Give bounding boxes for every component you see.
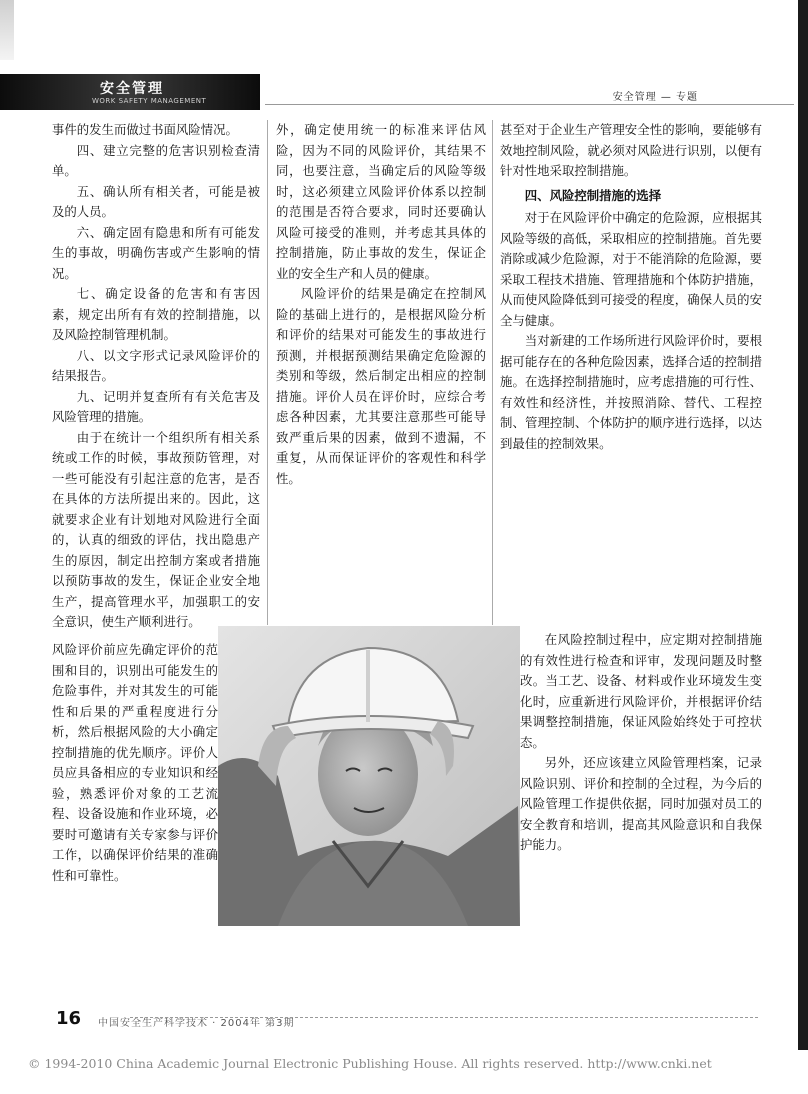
paragraph: 事件的发生而做过书面风险情况。 — [52, 122, 238, 137]
text-column-3 — [500, 120, 762, 630]
page-edge-bar — [798, 0, 808, 1050]
paragraph: 外，确定使用统一的标准来评估风险，因为不同的风险评价，其结果不同，也要注意，当确定后的风险等级时，这必须建立风险评价体系以控制的范围是否符合要求，同时还要确认风险可接受的准则，并考虑其具体的控制措施，防止事故的发生，保证企业的安全生产和人员的健康。 — [276, 122, 486, 281]
photo-illustration — [218, 626, 520, 926]
paragraph: 五、确认所有相关者，可能是被及的人员。 — [52, 183, 260, 219]
paragraph: 在风险控制过程中，应定期对控制措施的有效性进行检查和评审，发现问题及时整改。当工艺、设备、材料或作业环境发生变化时，应重新进行风险评价，并根据评价结果调整控制措施，保证风险始终处于可控状态。 — [520, 632, 762, 750]
footer-rule — [130, 1017, 758, 1018]
section-title: 安全管理 — [100, 81, 164, 97]
paragraph: 八、以文字形式记录风险评价的结果报告。 — [52, 347, 260, 383]
worker-hardhat-photo — [218, 626, 520, 926]
column-divider — [492, 120, 493, 625]
paragraph: 由于在统计一个组织所有相关系统或工作的时候，事故预防管理，对一些可能没有引起注意的危害，是否在具体的方法所提出来的。因此，这就要求企业有计划地对风险进行全面的，认真的细致的评估，找出隐患产生的原因，制定出控制方案或者措施以预防事故的发生，保证企业安全地生产，提高管理水平，加强职工的安全意识，使生产顺利进行。 — [52, 429, 260, 629]
text-column-2 — [276, 120, 486, 630]
paragraph: 甚至对于企业生产管理安全性的影响，要能够有效地控制风险，就必须对风险进行识别，以便有针对性地采取控制措施。 — [500, 122, 762, 178]
text-column-1-continued — [52, 640, 218, 990]
page-edge-shadow — [0, 0, 14, 60]
paragraph: 九、记明并复查所有有关危害及风险管理的措施。 — [52, 388, 260, 424]
paragraph: 对于在风险评价中确定的危险源，应根据其风险等级的高低，采取相应的控制措施。首先要消除或减少危险源，对于不能消除的危险源，要采取工程技术措施、管理措施和个体防护措施，从而使风险降低到可接受的程度，确保人员的安全与健康。 — [500, 210, 762, 328]
copyright-notice: © 1994-2010 China Academic Journal Electronic Publishing House. All rights reserved. http://www.cnki.net — [28, 1056, 712, 1071]
paragraph: 七、确定设备的危害和有害因素，规定出所有有效的控制措施，以及风险控制管理机制。 — [52, 286, 260, 342]
page-number: 16 — [56, 1008, 82, 1029]
paragraph: 另外，还应该建立风险管理档案，记录风险识别、评价和控制的全过程，为今后的风险管理工作提供依据，同时加强对员工的安全教育和培训，提高其风险意识和自我保护能力。 — [520, 755, 762, 852]
column-divider — [267, 120, 268, 625]
paragraph: 风险评价前应先确定评价的范围和目的，识别出可能发生的危险事件，并对其发生的可能性和后果的严重程度进行分析，然后根据风险的大小确定控制措施的优先顺序。评价人员应具备相应的专业知识和经验，熟悉评价对象的工艺流程、设备设施和作业环境，必要时可邀请有关专家参与评价工作，以确保评价结果的准确性和可靠性。 — [52, 642, 218, 883]
paragraph: 六、确定固有隐患和所有可能发生的事故，明确伤害或产生影响的情况。 — [52, 224, 260, 281]
section-heading: 四、风险控制措施的选择 — [524, 187, 662, 203]
paragraph: 四、建立完整的危害识别检查清单。 — [52, 142, 260, 178]
paragraph: 当对新建的工作场所进行风险评价时，要根据可能存在的各种危险因素，选择合适的控制措施。在选择控制措施时，应考虑措施的可行性、有效性和经济性，并按照消除、替代、工程控制、管理控制、个体防护的顺序进行选择，以达到最佳的控制效果。 — [500, 333, 762, 451]
section-subtitle: WORK SAFETY MANAGEMENT — [92, 97, 207, 105]
paragraph: 风险评价的结果是确定在控制风险的基础上进行的，是根据风险分析和评价的结果对可能发生的事故进行预测，并根据预测结果确定危险源的类别和等级，然后制定出相应的控制措施。评价人员在评价时，应综合考虑各种因素，尤其要注意那些可能导致严重后果的因素，做到不遗漏，不重复，从而保证评价的客观性和科学性。 — [276, 286, 486, 486]
header-rule — [265, 104, 794, 105]
text-column-3-continued — [520, 630, 762, 995]
footer-journal-info: 中国安全生产科学技术 · 2004年 第3期 — [98, 1018, 295, 1029]
text-column-1 — [52, 120, 260, 640]
running-header: 安全管理 — 专题 — [612, 92, 698, 103]
